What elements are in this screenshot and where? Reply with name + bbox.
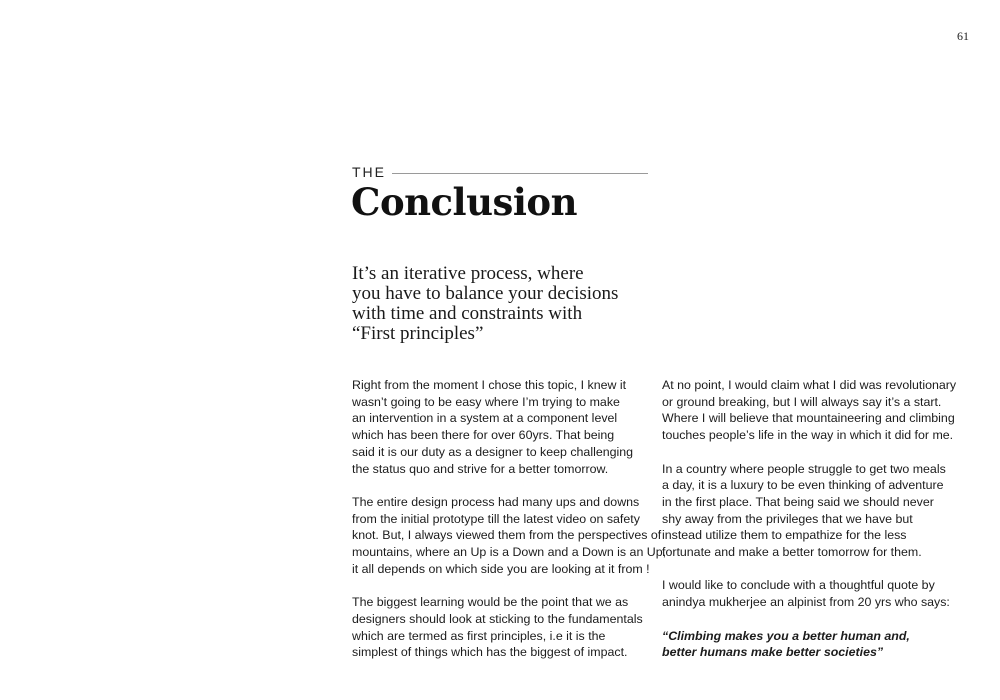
body-line: fortunate and make a better tomorrow for them. (662, 545, 922, 560)
right-text-column (662, 377, 962, 678)
body-line: touches people’s life in the way in which it did for me. (662, 428, 954, 443)
body-line: an intervention in a system at a component level (352, 411, 618, 426)
body-line: knot. But, I always viewed them from the perspectives of (352, 528, 662, 543)
body-line: it all depends on which side you are looking at it from ! (352, 561, 650, 576)
body-line: or ground breaking, but I will always say it’s a start. (662, 394, 942, 409)
body-line: I would like to conclude with a thoughtful quote by (662, 578, 935, 593)
body-line: In a country where people struggle to get two meals (662, 461, 946, 476)
body-line: designers should look at sticking to the fundamentals (352, 611, 643, 626)
body-line: At no point, I would claim what I did was revolutionary (662, 378, 957, 392)
body-paragraph (662, 377, 962, 444)
lead-statement (352, 264, 652, 344)
body-line: The biggest learning would be the point that we as (352, 595, 629, 610)
body-line: a day, it is a luxury to be even thinking of adventure (662, 478, 944, 493)
left-text-column (352, 377, 667, 678)
lead-line: “First principles” (352, 323, 484, 344)
body-line: The entire design process had many ups and downs (352, 494, 640, 509)
body-paragraph (352, 594, 647, 661)
body-line: anindya mukherjee an alpinist from 20 yrs who says: (662, 595, 950, 610)
body-line: shy away from the privileges that we have but (662, 511, 913, 526)
body-line: mountains, where an Up is a Down and a Down is an Up, (352, 545, 667, 560)
quote-line: better humans make better societies” (662, 645, 884, 660)
quote-line: “Climbing makes you a better human and, (662, 628, 910, 643)
body-line: the status quo and strive for a better tomorrow. (352, 461, 609, 476)
body-line: which are termed as first principles, i.e it is the (352, 628, 606, 643)
body-line: instead utilize them to empathize for the less (662, 528, 907, 543)
body-line: in the first place. That being said we should never (662, 494, 934, 509)
body-paragraph (662, 461, 962, 561)
body-paragraph (662, 577, 962, 610)
lead-line: you have to balance your decisions (352, 283, 619, 304)
body-line: simplest of things which has the biggest of impact. (352, 645, 628, 660)
body-line: said it is our duty as a designer to keep challenging (352, 444, 634, 459)
body-paragraph (352, 377, 647, 477)
section-kicker: THE (352, 164, 386, 180)
body-line: which has been there for over 60yrs. That being (352, 428, 615, 443)
body-line: from the initial prototype till the latest video on safety (352, 511, 640, 526)
page-title: Conclusion (351, 180, 577, 224)
closing-quote (662, 628, 962, 661)
kicker-divider-line (392, 173, 648, 174)
body-line: Right from the moment I chose this topic, I knew it (352, 378, 627, 392)
body-line: Where I will believe that mountaineering and climbing (662, 411, 955, 426)
body-line: wasn’t going to be easy where I’m trying to make (352, 394, 620, 409)
lead-line: It’s an iterative process, where (352, 263, 584, 284)
body-paragraph (352, 494, 667, 578)
page-number: 61 (957, 29, 969, 43)
lead-line: with time and constraints with (352, 303, 583, 324)
